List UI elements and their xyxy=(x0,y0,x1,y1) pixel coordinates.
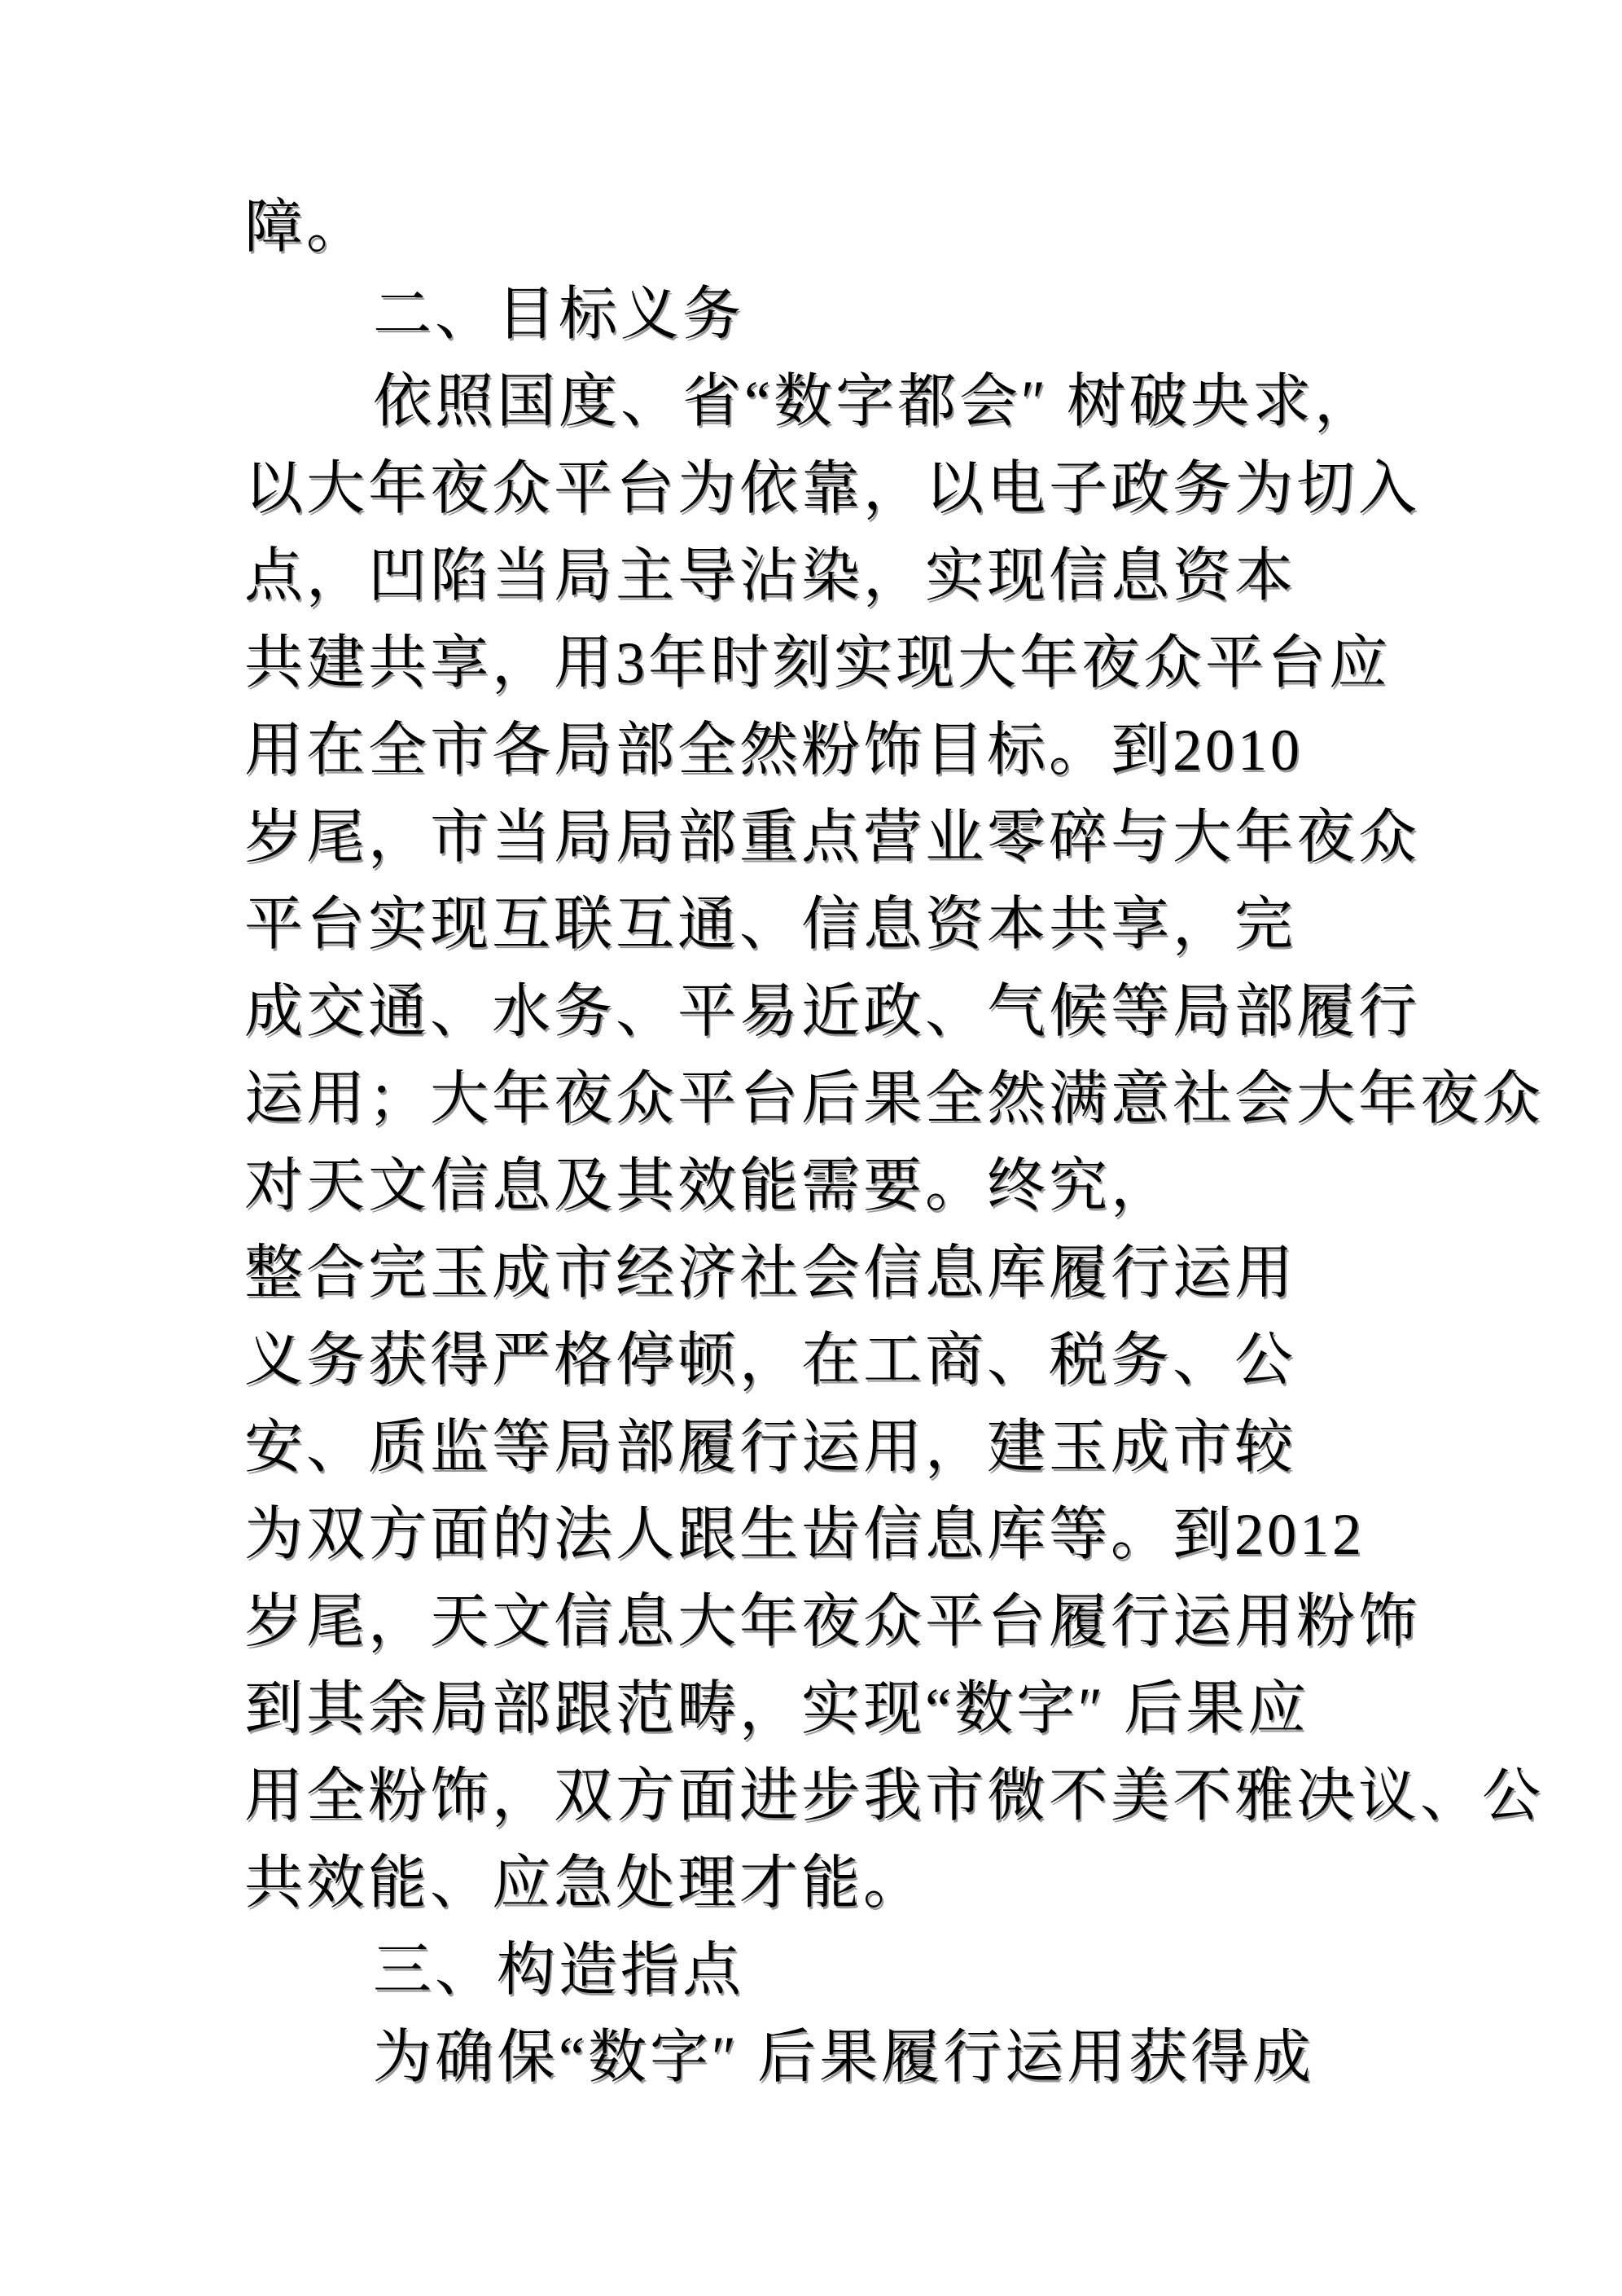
text-line-content: 岁尾，市当局局部重点营业零碎与大年夜众 xyxy=(244,805,1421,870)
text-line-content: 整合完玉成市经济社会信息库履行运用 xyxy=(244,1240,1297,1306)
text-line xyxy=(244,1840,1563,1927)
text-line xyxy=(244,2014,1563,2101)
text-line-content: 三、构造指点 xyxy=(373,1938,745,2003)
text-line xyxy=(244,358,1563,446)
text-line xyxy=(244,968,1563,1056)
text-line-content: 用全粉饰，双方面进步我市微不美不雅决议、公 xyxy=(244,1763,1545,1828)
text-line-content: 依照国度、省“数字都会″ 树破央求， xyxy=(373,369,1376,434)
text-line xyxy=(244,707,1563,794)
text-line-content: 点，凹陷当局主导沾染，实现信息资本 xyxy=(244,543,1297,608)
text-line xyxy=(244,1491,1563,1578)
text-line-content: 对天文信息及其效能需要。终究， xyxy=(244,1153,1173,1218)
text-line-content: 到其余局部跟范畴，实现“数字″ 后果应 xyxy=(244,1676,1309,1741)
text-line xyxy=(244,1753,1563,1840)
text-line-content: 岁尾，天文信息大年夜众平台履行运用粉饰 xyxy=(244,1589,1421,1654)
text-line-content: 共建共享，用3年时刻实现大年夜众平台应 xyxy=(244,630,1392,696)
text-line xyxy=(244,1143,1563,1230)
text-line-content: 安、质监等局部履行运用，建玉成市较 xyxy=(244,1415,1297,1480)
document-text-block xyxy=(244,184,1563,2101)
text-line xyxy=(244,1927,1563,2014)
text-line-content: 为双方面的法人跟生齿信息库等。到2012 xyxy=(244,1502,1366,1567)
text-line-content: 障。 xyxy=(244,195,369,260)
text-line xyxy=(244,1230,1563,1317)
text-line-content: 为确保“数字″ 后果履行运用获得成 xyxy=(373,2025,1314,2090)
text-line xyxy=(244,1317,1563,1404)
text-line xyxy=(244,533,1563,620)
text-line xyxy=(244,794,1563,881)
text-line xyxy=(244,1578,1563,1666)
text-line xyxy=(244,446,1563,533)
text-line-content: 二、目标义务 xyxy=(373,282,745,347)
text-line-content: 运用；大年夜众平台后果全然满意社会大年夜众 xyxy=(244,1066,1545,1131)
text-line-content: 成交通、水务、平易近政、气候等局部履行 xyxy=(244,979,1421,1044)
text-line xyxy=(244,620,1563,707)
text-line-content: 用在全市各局部全然粉饰目标。到2010 xyxy=(244,718,1304,783)
text-line xyxy=(244,1404,1563,1491)
text-line xyxy=(244,1056,1563,1143)
text-line xyxy=(244,271,1563,358)
text-line-content: 共效能、应急处理才能。 xyxy=(244,1850,926,1916)
text-line xyxy=(244,881,1563,968)
text-line-content: 义务获得严格停顿，在工商、税务、公 xyxy=(244,1328,1297,1393)
text-line xyxy=(244,1666,1563,1753)
text-line xyxy=(244,184,1563,271)
text-line-content: 以大年夜众平台为依靠，以电子政务为切入 xyxy=(244,456,1421,521)
text-line-content: 平台实现互联互通、信息资本共享，完 xyxy=(244,892,1297,957)
